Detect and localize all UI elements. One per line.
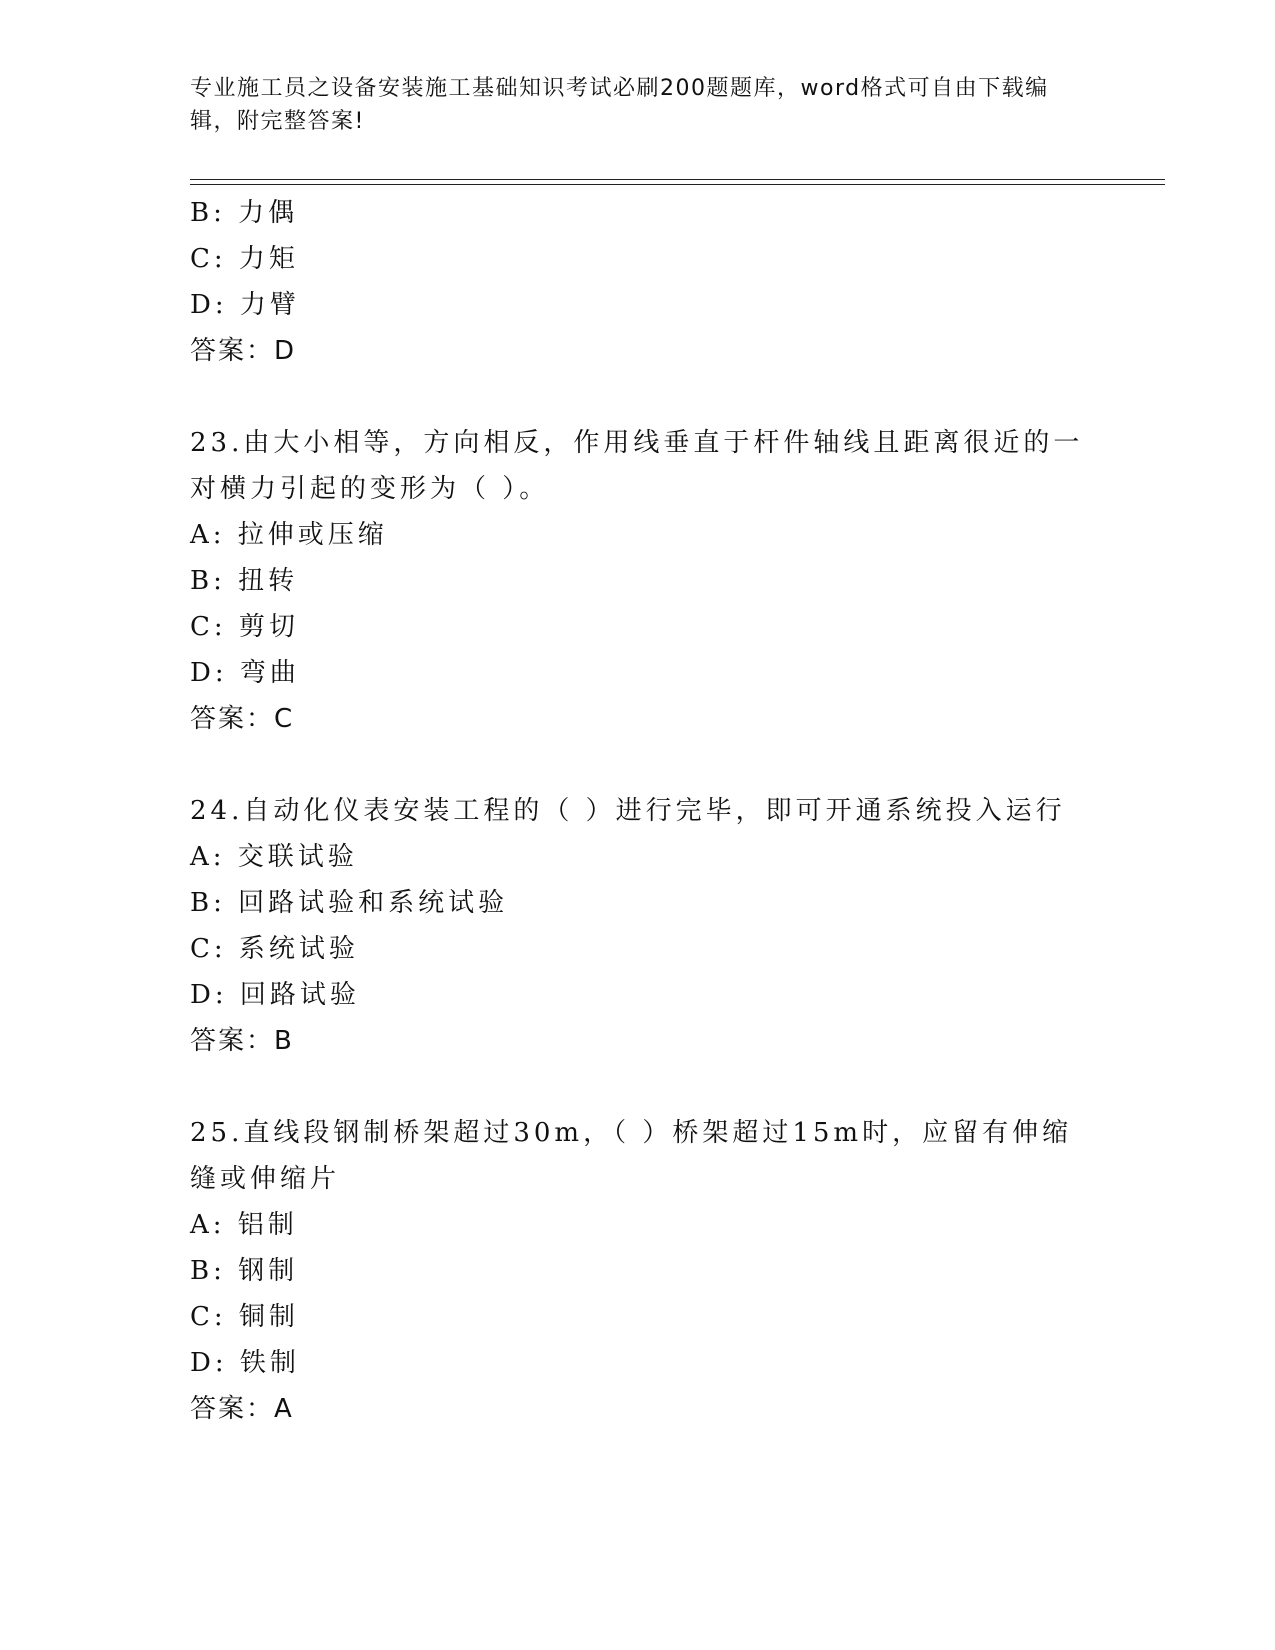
- option-b: B: 扭转: [190, 566, 299, 596]
- option-d: D: 弯曲: [190, 658, 300, 688]
- header-rule-bottom: [190, 184, 1165, 185]
- option-b: B: 钢制: [190, 1256, 299, 1286]
- option-a: A: 铝制: [190, 1210, 298, 1240]
- answer-line: 答案：C: [190, 704, 295, 734]
- option-d: D: 力臂: [190, 290, 300, 320]
- option-a: A: 交联试验: [190, 842, 358, 872]
- spacer: [190, 374, 1090, 420]
- option-d: D: 铁制: [190, 1348, 300, 1378]
- option-b: B: 回路试验和系统试验: [190, 888, 509, 918]
- answer-line: 答案：D: [190, 336, 297, 366]
- option-a: A: 拉伸或压缩: [190, 520, 388, 550]
- question-text: 23.由大小相等，方向相反，作用线垂直于杆件轴线且距离很近的一对横力引起的变形为（ ）。: [190, 428, 1084, 504]
- spacer: [190, 742, 1090, 788]
- answer-line: 答案：A: [190, 1394, 294, 1424]
- option-c: C: 系统试验: [190, 934, 359, 964]
- spacer: [190, 1064, 1090, 1110]
- question-text: 25.直线段钢制桥架超过30m，（ ）桥架超过15m时，应留有伸缩缝或伸缩片: [190, 1118, 1073, 1194]
- header-rule-top: [190, 179, 1165, 180]
- option-d: D: 回路试验: [190, 980, 360, 1010]
- question-content: [190, 190, 1090, 1432]
- option-c: C: 力矩: [190, 244, 299, 274]
- question-text: 24.自动化仪表安装工程的（ ）进行完毕，即可开通系统投入运行: [190, 796, 1066, 826]
- option-b: B: 力偶: [190, 198, 299, 228]
- option-c: C: 铜制: [190, 1302, 299, 1332]
- document-header: 专业施工员之设备安装施工基础知识考试必刷200题题库，word格式可自由下载编辑，附完整答案!: [190, 76, 1049, 134]
- answer-line: 答案：B: [190, 1026, 294, 1056]
- option-c: C: 剪切: [190, 612, 299, 642]
